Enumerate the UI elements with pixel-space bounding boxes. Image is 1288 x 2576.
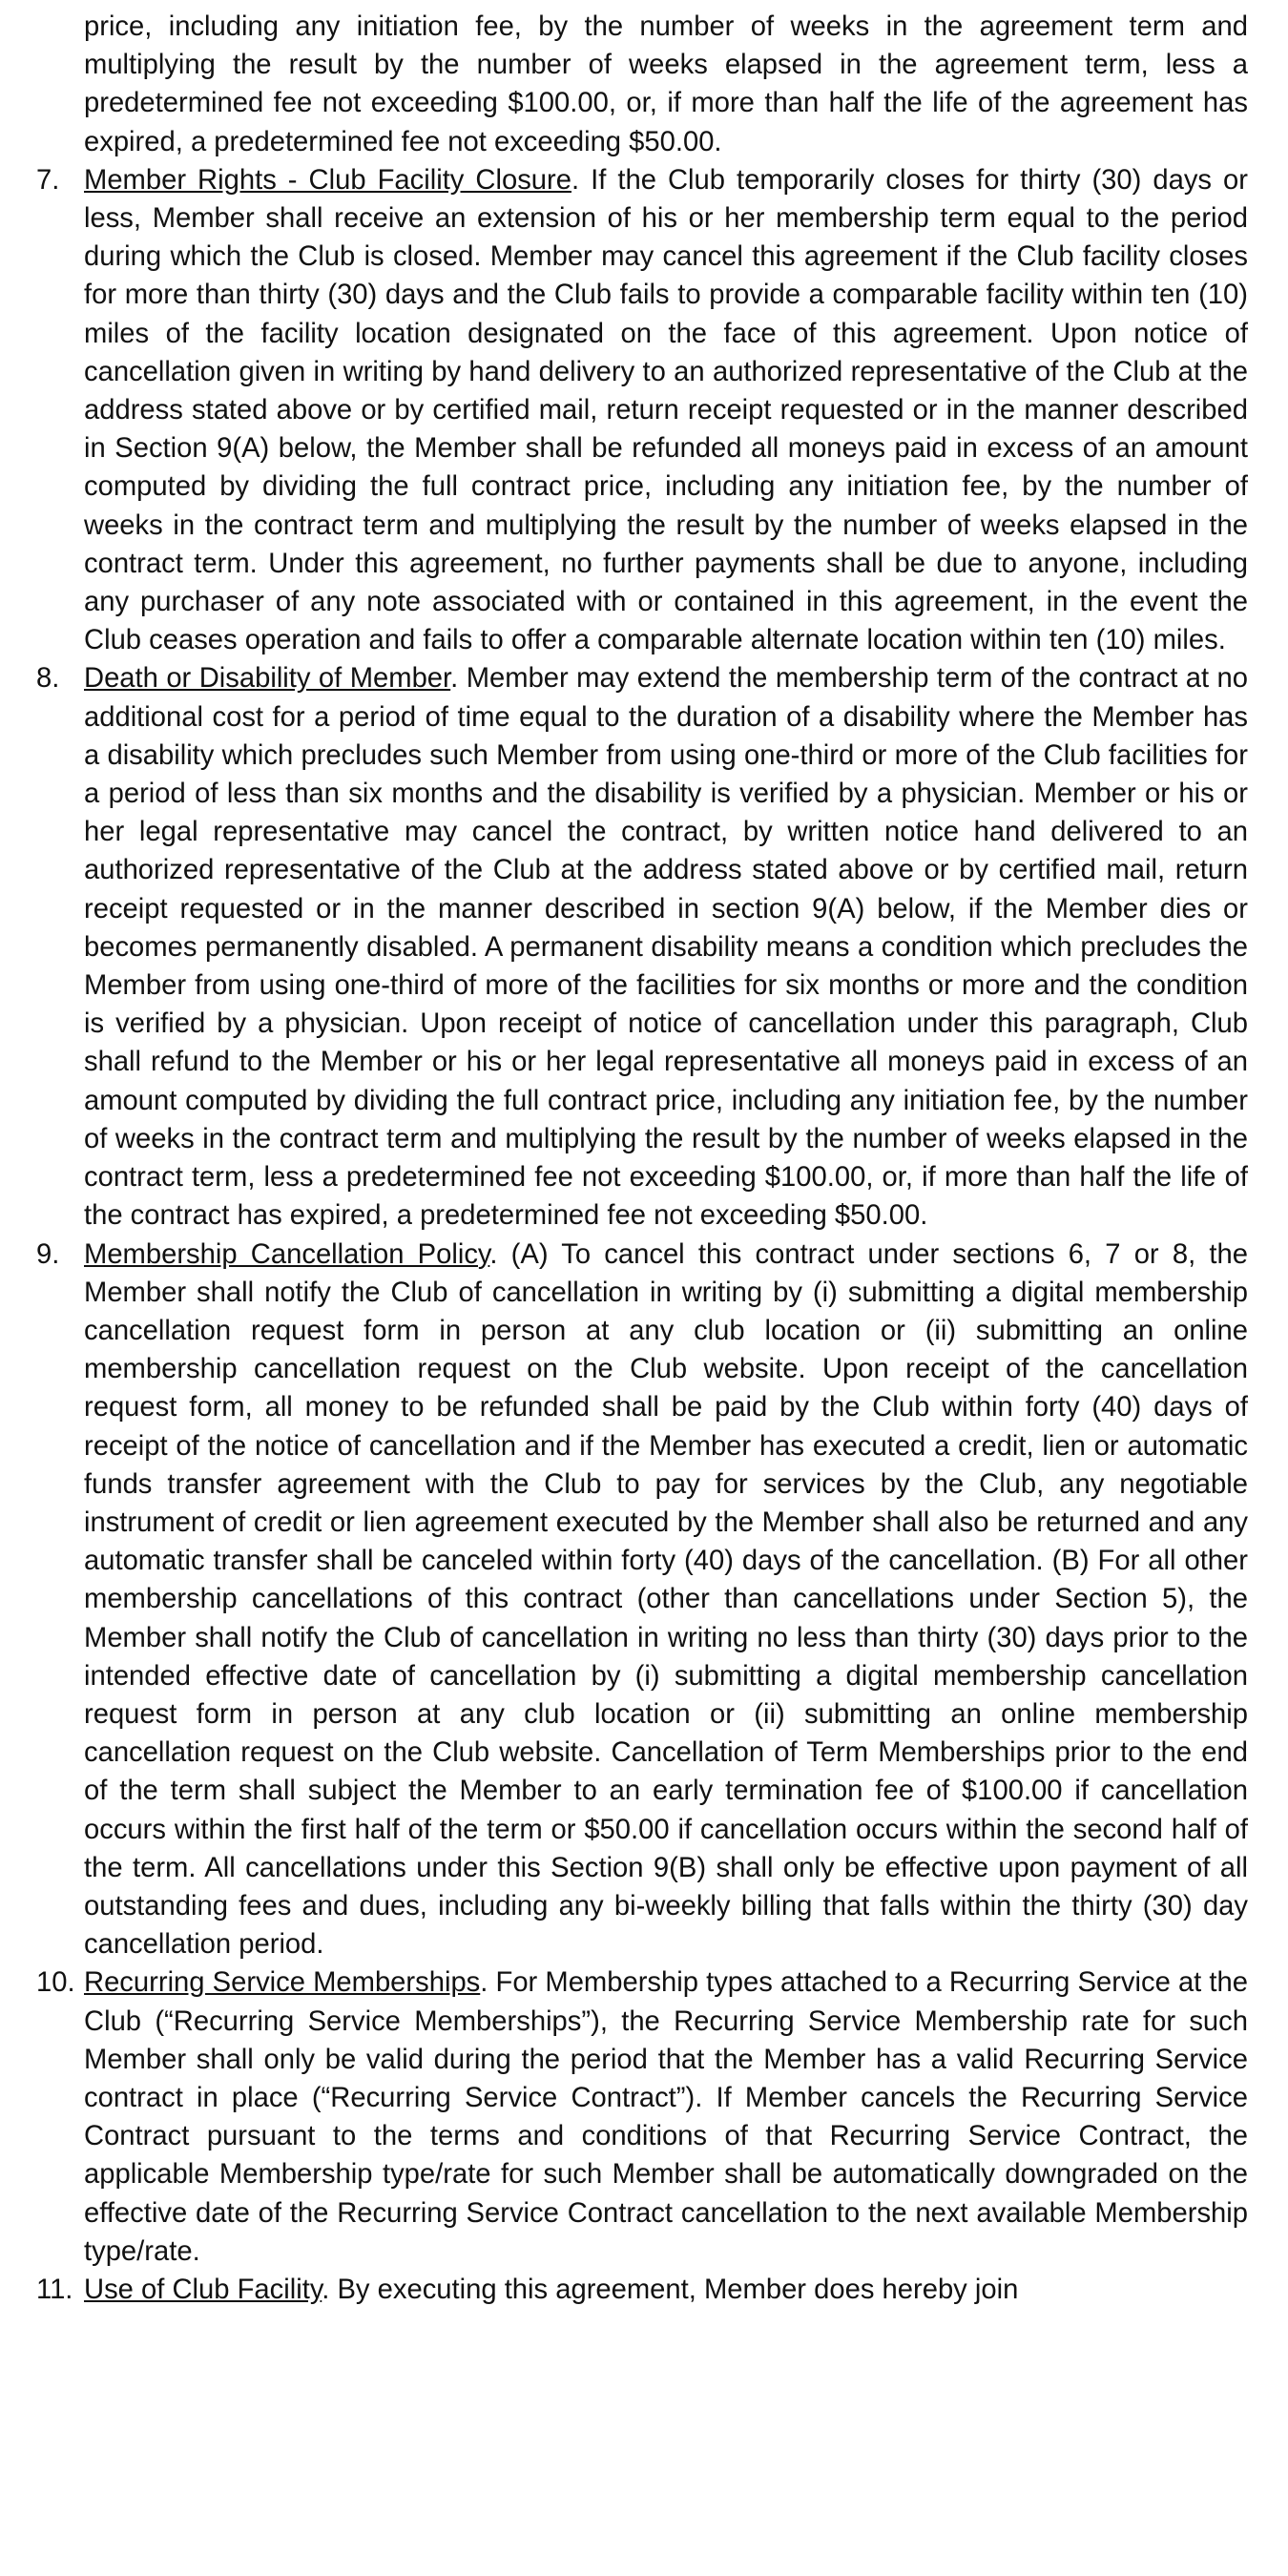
section-title: Death or Disability of Member bbox=[84, 663, 451, 695]
section-number: 9. bbox=[36, 1238, 60, 1270]
section-10 bbox=[36, 1963, 1248, 2271]
section-body bbox=[84, 161, 1248, 660]
section-text: . By executing this agreement, Member does hereby join bbox=[322, 2274, 1019, 2305]
section-body bbox=[84, 1236, 1248, 1964]
section-body bbox=[84, 2271, 1248, 2309]
section-body bbox=[84, 659, 1248, 1235]
section-9 bbox=[36, 1236, 1248, 1964]
continued-paragraph: price, including any initiation fee, by the number of weeks in the agreement term and multiplying the result by the number of weeks elapsed in the agreement term, less a predetermined fee not exceeding $100.00, or, if more than half the life of the agreement has expired, a predetermined fee not exceeding $50.00. bbox=[84, 11, 1248, 157]
section-7 bbox=[36, 161, 1248, 660]
section-title: Membership Cancellation Policy bbox=[84, 1238, 490, 1270]
section-title: Recurring Service Memberships bbox=[84, 1967, 481, 1999]
section-title: Member Rights - Club Facility Closure bbox=[84, 164, 571, 196]
section-number: 11. bbox=[36, 2274, 73, 2305]
section-number: 8. bbox=[36, 663, 60, 695]
section-text: . Member may extend the membership term of the contract at no additional cost for a period of time equal to the duration of a disability where the Member has a disability which precludes such Member from using one-third or more of the Club facilities for a period of less than six months and the disability is verified by a physician. Member or his or her legal representative may cancel the contract, by written notice hand delivered to an authorized representative of the Club at the address stated above or by certified mail, return receipt requested or in the manner described in section 9(A) below, if the Member dies or becomes permanently disabled. A permanent disability means a condition which precludes the Member from using one-third of more of the facilities for six months or more and the condition is verified by a physician. Upon receipt of notice of cancellation under this paragraph, Club shall refund to the Member or his or her legal representative all moneys paid in excess of an amount computed by dividing the full contract price, including any initiation fee, by the number of weeks in the contract term and multiplying the result by the number of weeks elapsed in the contract term, less a predetermined fee not exceeding $100.00, or, if more than half the life of the contract has expired, a predetermined fee not exceeding $50.00. bbox=[84, 663, 1248, 1232]
section-title: Use of Club Facility bbox=[84, 2274, 322, 2305]
section-number: 10. bbox=[36, 1967, 75, 1999]
section-text: . (A) To cancel this contract under sections 6, 7 or 8, the Member shall notify the Club of cancellation in writing by (i) submitting a digital membership cancellation request form in person at any club location or (ii) submitting an online membership cancellation request on the Club website. Upon receipt of the cancellation request form, all money to be refunded shall be paid by the Club within forty (40) days of receipt of the notice of cancellation and if the Member has executed a credit, lien or automatic funds transfer agreement with the Club to pay for services by the Club, any negotiable instrument of credit or lien agreement executed by the Member shall also be returned and any automatic transfer shall be canceled within forty (40) days of the cancellation. (B) For all other membership cancellations of this contract (other than cancellations under Section 5), the Member shall notify the Club of cancellation in writing no less than thirty (30) days prior to the intended effective date of cancellation by (i) submitting a digital membership cancellation request form in person at any club location or (ii) submitting an online membership cancellation request on the Club website. Cancellation of Term Memberships prior to the end of the term shall subject the Member to an early termination fee of $100.00 if cancellation occurs within the first half of the term or $50.00 if cancellation occurs within the second half of the term. All cancellations under this Section 9(B) shall only be effective upon payment of all outstanding fees and dues, including any bi-weekly billing that falls within the thirty (30) day cancellation period. bbox=[84, 1238, 1248, 1961]
section-body bbox=[84, 1963, 1248, 2271]
section-text: . For Membership types attached to a Recurring Service at the Club (“Recurring Service Memberships”), the Recurring Service Membership rate for such Member shall only be valid during the period that the Member has a valid Recurring Service contract in place (“Recurring Service Contract”). If Member cancels the Recurring Service Contract pursuant to the terms and conditions of that Recurring Service Contract, the applicable Membership type/rate for such Member shall be automatically downgraded on the effective date of the Recurring Service Contract cancellation to the next available Membership type/rate. bbox=[84, 1967, 1248, 2267]
section-11 bbox=[36, 2271, 1248, 2309]
section-number: 7. bbox=[36, 164, 60, 196]
section-text: . If the Club temporarily closes for thirty (30) days or less, Member shall receive an extension of his or her membership term equal to the period during which the Club is closed. Member may cancel this agreement if the Club facility closes for more than thirty (30) days and the Club fails to provide a comparable facility within ten (10) miles of the facility location designated on the face of this agreement. Upon notice of cancellation given in writing by hand delivery to an authorized representative of the Club at the address stated above or by certified mail, return receipt requested or in the manner described in Section 9(A) below, the Member shall be refunded all moneys paid in excess of an amount computed by dividing the full contract price, including any initiation fee, by the number of weeks in the contract term and multiplying the result by the number of weeks elapsed in the contract term. Under this agreement, no further payments shall be due to anyone, including any purchaser of any note associated with or contained in this agreement, in the event the Club ceases operation and fails to offer a comparable alternate location within ten (10) miles. bbox=[84, 164, 1248, 656]
section-8 bbox=[36, 659, 1248, 1235]
